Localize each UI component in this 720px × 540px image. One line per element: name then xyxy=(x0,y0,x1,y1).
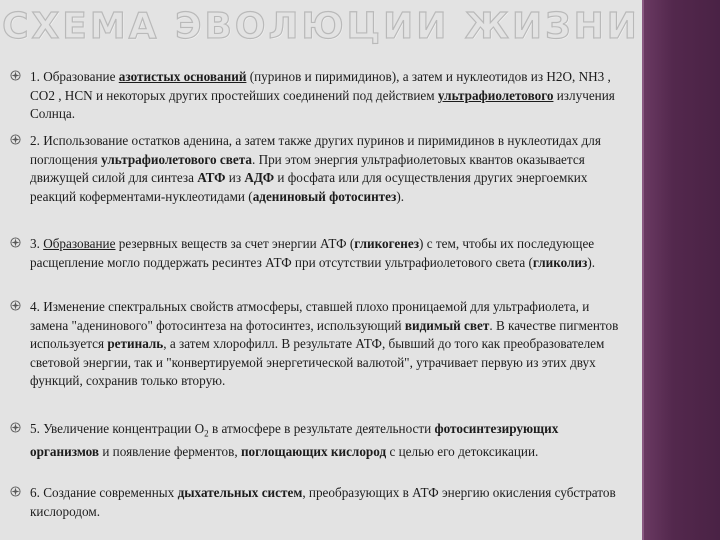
text-run: ). xyxy=(396,188,405,204)
text-run: фотосинтезирующих организмов xyxy=(30,421,559,460)
item-text xyxy=(30,420,630,462)
compass-bullet-icon xyxy=(10,70,21,81)
text-run: 2 xyxy=(204,428,209,439)
text-run: 4. Изменение спектральных свойств атмосферы, ставшей плохо проницаемой для ультрафиолета, и замена "аденинового" фотосинтеза на фотосинтез, использующий xyxy=(30,299,590,333)
compass-bullet-icon xyxy=(10,486,21,497)
side-accent-band xyxy=(642,0,720,540)
text-run: ). xyxy=(587,254,596,270)
text-run: резервных веществ за счет энергии АТФ ( xyxy=(115,236,355,251)
slide-title: СХЕМА ЭВОЛЮЦИИ ЖИЗНИ xyxy=(2,6,640,47)
side-band-edge xyxy=(642,0,644,540)
text-run: азотистых оснований xyxy=(118,69,247,84)
text-run: АДФ xyxy=(244,170,275,185)
item-text xyxy=(30,132,630,206)
text-run: 2. Использование остатков аденина, а затем также других пуринов и пиримидинов в нуклеотидах для поглощения xyxy=(30,133,601,167)
text-run: с целью его детоксикации. xyxy=(386,444,539,460)
compass-bullet-icon xyxy=(10,422,21,433)
text-run: видимый свет xyxy=(404,317,490,333)
text-run: дыхательных систем xyxy=(177,485,303,500)
text-run: 1. Образование xyxy=(30,69,119,84)
text-run: и появление ферментов, xyxy=(99,444,241,460)
text-run: ультрафиолетового света xyxy=(101,151,252,167)
text-run: АТФ xyxy=(197,170,226,185)
text-run: . При этом энергия ультрафиолетовых квантов оказывается движущей силой для синтеза xyxy=(30,151,585,185)
item-text xyxy=(30,68,630,124)
text-run: и фосфата или для осуществления других энергоемких реакций коферментами-нуклеотидами ( xyxy=(30,170,588,204)
text-run: , а затем хлорофилл. В результате АТФ, бывший до того как преобразователем световой энергии, так и "конвертируемой энергетической валютой", утрачивает первую из этих двух функций, сохранив только вторую. xyxy=(30,336,605,388)
text-run: 5. Увеличение концентрации O xyxy=(30,421,205,436)
text-run: Образование xyxy=(43,236,116,251)
text-run: . В качестве пигментов используется xyxy=(30,317,619,351)
text-run: в атмосфере в результате деятельности xyxy=(208,421,435,436)
text-run: адениновый фотосинтез xyxy=(252,188,397,204)
text-run: гликолиз xyxy=(532,254,588,270)
text-run: (пуринов и пиримидинов), а затем и нуклеотидов из H2O, NH3 , CO2 , HCN и некоторых других простейших соединений под действием xyxy=(30,69,611,103)
text-run: гликогенез xyxy=(354,236,420,251)
compass-bullet-icon xyxy=(10,237,21,248)
text-run: излучения Солнца. xyxy=(30,87,615,121)
item-text xyxy=(30,235,630,272)
text-run: ультрафиолетового xyxy=(437,87,554,103)
text-run: 6. Создание современных xyxy=(30,485,178,500)
text-run: 3. xyxy=(30,236,44,251)
text-run: из xyxy=(225,170,245,185)
text-run: поглощающих кислород xyxy=(240,444,387,460)
text-run: ретиналь xyxy=(107,336,164,351)
compass-bullet-icon xyxy=(10,134,21,145)
text-run: , преобразующих в АТФ энергию окисления субстратов кислородом. xyxy=(30,485,616,519)
text-run: ) с тем, чтобы их последующее расщепление могло поддержать ресинтез АТФ при отсутствии ультрафиолетового света ( xyxy=(30,236,595,270)
item-text xyxy=(30,484,630,521)
item-text xyxy=(30,298,630,391)
compass-bullet-icon xyxy=(10,300,21,311)
